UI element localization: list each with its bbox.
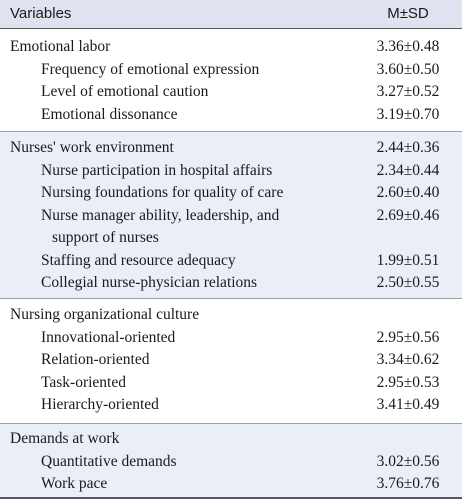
row-value: 2.60±0.40 xyxy=(376,184,440,201)
row-label: Task-oriented xyxy=(41,373,126,391)
header-msd: M±SD xyxy=(387,5,429,22)
row-label: Frequency of emotional expression xyxy=(41,60,260,78)
row-value: 3.76±0.76 xyxy=(376,475,440,492)
row-label: Quantitative demands xyxy=(41,452,177,470)
row-label: Staffing and resource adequacy xyxy=(41,251,236,269)
header-variables: Variables xyxy=(10,5,72,22)
section-value: 3.36±0.48 xyxy=(376,38,440,55)
row-value: 2.34±0.44 xyxy=(376,161,440,179)
section-demands-at-work xyxy=(0,423,462,497)
section-work-environment xyxy=(0,131,462,298)
table-row xyxy=(0,326,462,349)
row-value: 3.27±0.52 xyxy=(376,83,440,100)
row-value: 3.02±0.56 xyxy=(376,452,440,470)
table-row xyxy=(0,136,462,159)
row-label: Nurse participation in hospital affairs xyxy=(41,161,273,179)
section-title: Nurses' work environment xyxy=(10,139,174,156)
row-label: Innovational-oriented xyxy=(41,328,176,346)
table-row-continuation xyxy=(0,226,462,249)
row-value: 3.34±0.62 xyxy=(376,351,440,368)
bottom-rule xyxy=(0,497,462,499)
table-row xyxy=(0,249,462,272)
section-organizational-culture xyxy=(0,298,462,423)
table-row xyxy=(0,303,462,326)
row-label: Relation-oriented xyxy=(41,351,150,368)
table-row xyxy=(0,348,462,371)
table-row xyxy=(0,204,462,227)
row-value: 3.60±0.50 xyxy=(376,60,440,78)
row-label: Hierarchy-oriented xyxy=(41,396,159,413)
table-row xyxy=(0,80,462,103)
section-title: Demands at work xyxy=(10,430,120,447)
row-label: Emotional dissonance xyxy=(41,105,178,123)
table-row xyxy=(0,103,462,126)
section-value: 2.44±0.36 xyxy=(376,139,440,156)
row-value: 2.50±0.55 xyxy=(376,274,440,291)
row-label: Level of emotional caution xyxy=(41,83,209,100)
table-row xyxy=(0,58,462,81)
row-value: 3.19±0.70 xyxy=(376,105,440,123)
table-header xyxy=(0,0,462,29)
row-value: 2.95±0.56 xyxy=(376,328,440,346)
section-title: Nursing organizational culture xyxy=(10,306,200,323)
table-row xyxy=(0,35,462,58)
row-value: 3.41±0.49 xyxy=(376,396,440,413)
section-emotional-labor xyxy=(0,29,462,131)
row-label: Collegial nurse-physician relations xyxy=(41,274,258,291)
row-label-continuation: support of nurses xyxy=(52,229,159,246)
row-value: 2.69±0.46 xyxy=(376,206,440,224)
section-title: Emotional labor xyxy=(10,38,111,55)
table-row xyxy=(0,271,462,294)
table-row xyxy=(0,472,462,495)
row-label: Nursing foundations for quality of care xyxy=(41,184,284,201)
row-label: Work pace xyxy=(41,475,108,492)
row-label: Nurse manager ability, leadership, and xyxy=(41,206,280,224)
table-row xyxy=(0,181,462,204)
table-row xyxy=(0,427,462,450)
table-row xyxy=(0,450,462,473)
row-value: 2.95±0.53 xyxy=(376,373,440,391)
table-row xyxy=(0,371,462,394)
table-row xyxy=(0,159,462,182)
row-value: 1.99±0.51 xyxy=(376,251,440,269)
table-row xyxy=(0,393,462,416)
